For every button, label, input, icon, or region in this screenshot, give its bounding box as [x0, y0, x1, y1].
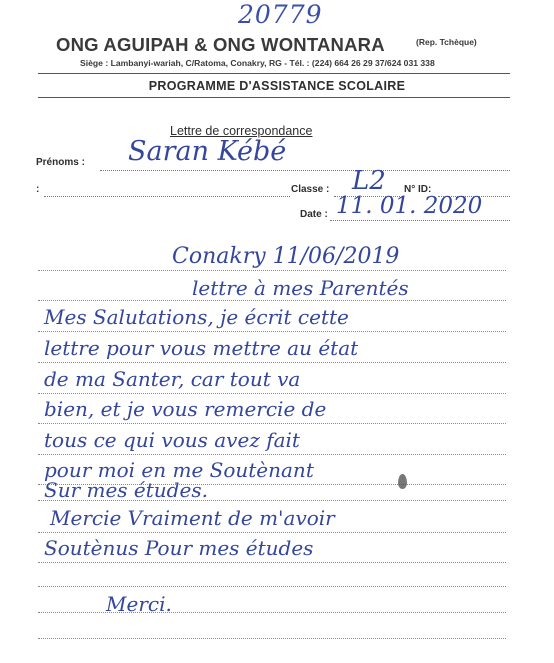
no-id-label: N° ID: — [404, 184, 432, 195]
ruled-line — [38, 586, 506, 587]
prenoms-dotted-line — [100, 170, 510, 171]
ruled-line — [38, 638, 506, 639]
ruled-line — [38, 454, 506, 455]
ruled-line — [38, 532, 506, 533]
prenoms-value: Saran Kébé — [128, 136, 287, 167]
ruled-line — [38, 331, 506, 332]
letter-line: Conakry 11/06/2019 — [172, 244, 400, 269]
letter-line: Mercie Vraiment de m'avoir — [50, 506, 335, 530]
nom-dotted-line — [44, 196, 290, 197]
letter-line: Soutènus Pour mes études — [44, 536, 314, 560]
ruled-line — [38, 393, 506, 394]
date-value: 11. 01. 2020 — [336, 193, 483, 219]
reference-number: 20779 — [238, 0, 323, 29]
seat-address-line: Siège : Lambanyi-wariah, C/Ratoma, Conakry, RG - Tél. : (224) 664 26 29 37/624 031 338 — [80, 58, 435, 68]
organization-name: ONG AGUIPAH & ONG WONTANARA — [56, 34, 385, 55]
letter-line: bien, et je vous remercie de — [44, 397, 327, 421]
ink-blot — [398, 474, 407, 489]
letter-line: pour moi en me Soutènant — [44, 458, 314, 482]
letter-line: lettre à mes Parentés — [192, 276, 409, 300]
classe-value: L2 — [352, 166, 386, 196]
ruled-line — [38, 270, 506, 271]
letter-line: Sur mes études. — [44, 478, 208, 502]
date-dotted-line — [330, 220, 510, 221]
prenoms-label: Prénoms : — [36, 157, 85, 168]
ruled-line — [38, 300, 506, 301]
ruled-line — [38, 562, 506, 563]
letter-line: lettre pour vous mettre au état — [44, 336, 359, 360]
ruled-line — [38, 500, 506, 501]
ruled-line — [38, 362, 506, 363]
header-divider-bottom — [38, 97, 510, 98]
letter-line: de ma Santer, car tout va — [44, 367, 301, 391]
ruled-line — [38, 423, 506, 424]
country-note: (Rep. Tchèque) — [416, 37, 477, 47]
letter-title: Lettre de correspondance — [170, 124, 313, 138]
letter-line: Mes Salutations, je écrit cette — [44, 305, 349, 329]
classe-label: Classe : — [291, 184, 330, 195]
date-label: Date : — [300, 209, 328, 220]
header-divider-top — [38, 73, 510, 74]
nom-label: : — [36, 184, 40, 195]
letter-line: tous ce qui vous avez fait — [44, 428, 300, 452]
ruled-line — [38, 612, 506, 613]
letter-closing: Merci. — [106, 592, 172, 616]
program-title: PROGRAMME D'ASSISTANCE SCOLAIRE — [148, 79, 406, 93]
